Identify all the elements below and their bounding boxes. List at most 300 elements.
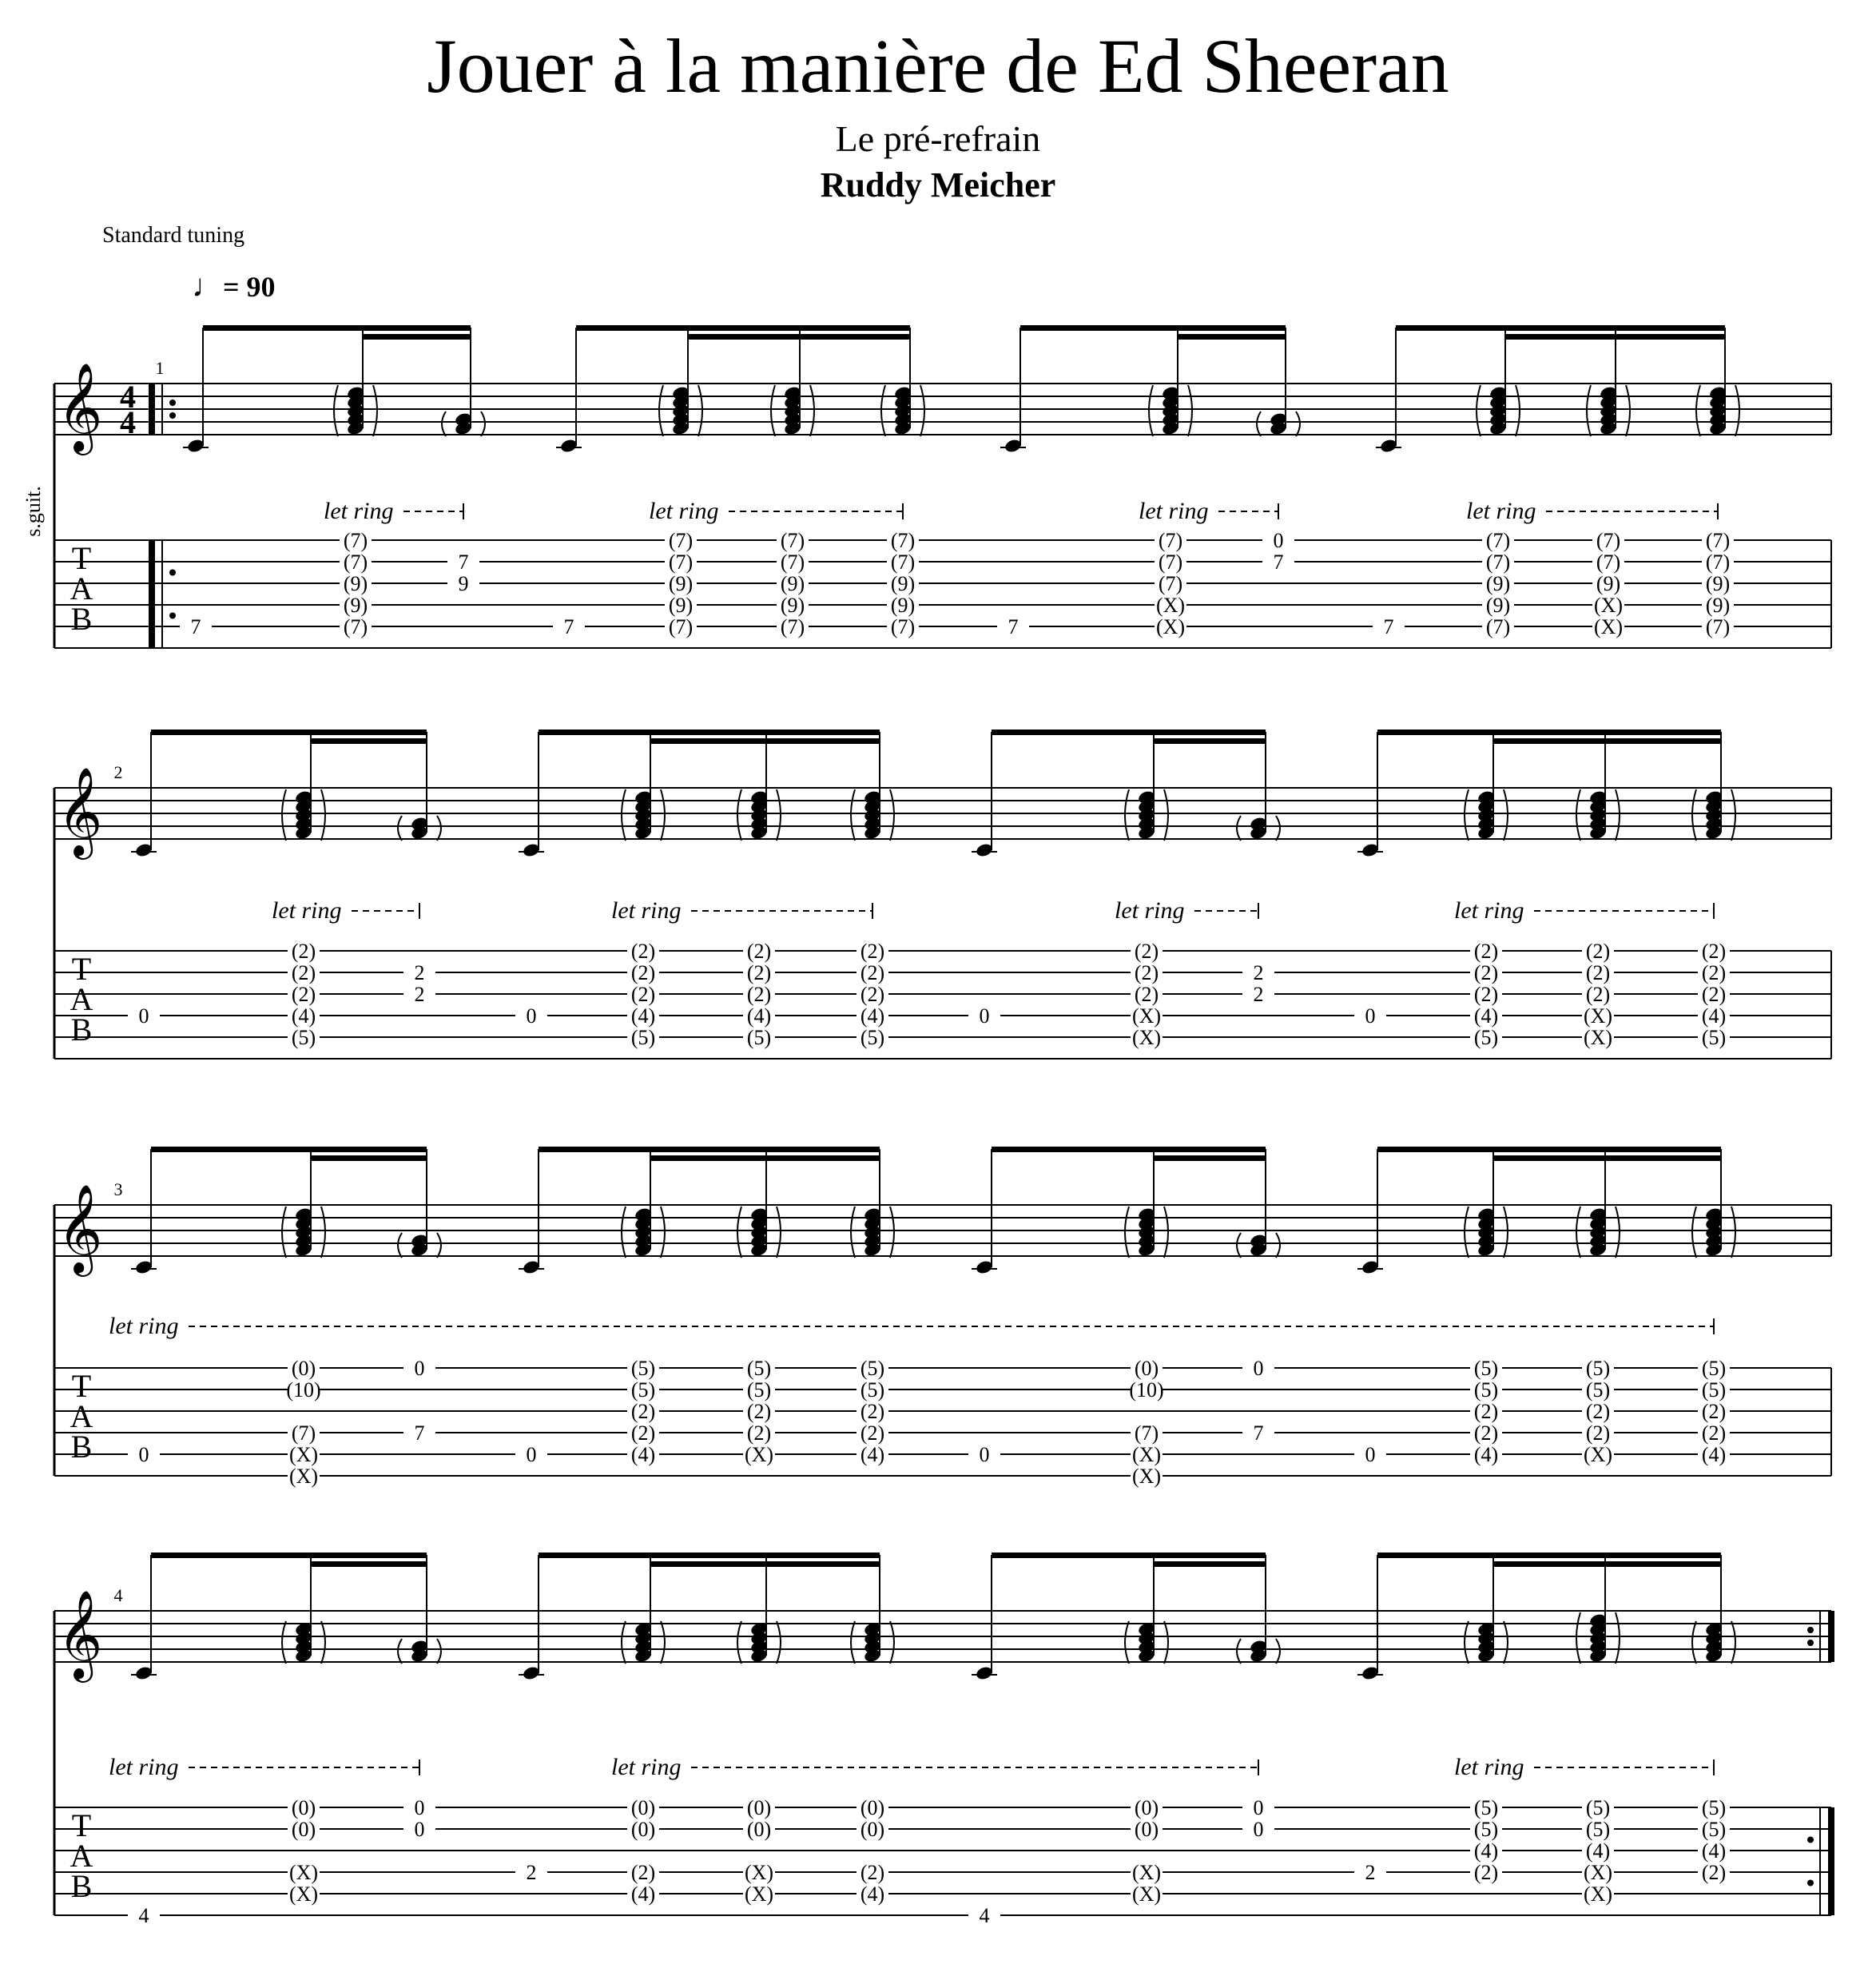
let-ring-label: let ring <box>1466 498 1536 524</box>
chord-bracket-left <box>1125 1621 1129 1664</box>
tab-fret-number: (9) <box>890 594 916 617</box>
tab-fret-number: (9) <box>668 572 694 595</box>
chord-bracket-left <box>1237 816 1241 841</box>
tab-fret-number: 0 <box>414 1796 425 1819</box>
tab-fret-number: (5) <box>1585 1357 1611 1380</box>
beam-secondary <box>311 738 427 744</box>
system-4 <box>54 1553 1831 1927</box>
beam-secondary <box>650 738 880 744</box>
tab-fret-number: (2) <box>746 1400 772 1423</box>
let-ring-label: let ring <box>109 1313 179 1339</box>
chord-bracket-left <box>622 1207 626 1258</box>
tab-fret-number: (9) <box>668 594 694 617</box>
tab-fret-number: (5) <box>1585 1796 1611 1819</box>
chord-bracket-left <box>398 1639 402 1664</box>
chord-bracket-right <box>1504 1207 1508 1258</box>
let-ring-label: let ring <box>109 1754 179 1780</box>
tab-fret-number: (2) <box>1585 961 1611 984</box>
chord-bracket-right <box>1276 1233 1280 1258</box>
chord-bracket-left <box>1465 789 1469 841</box>
tab-fret-number: (2) <box>1701 983 1727 1006</box>
tab-fret-number: (7) <box>1485 529 1511 552</box>
tab-fret-number: (2) <box>1134 940 1159 963</box>
tab-fret-number: (5) <box>291 1026 316 1049</box>
tab-fret-number: 0 <box>138 1004 149 1028</box>
chord-bracket-left <box>1257 411 1261 436</box>
repeat-dot <box>1807 1640 1814 1646</box>
tab-fret-number: (2) <box>291 940 316 963</box>
tab-fret-number: (5) <box>630 1357 656 1380</box>
tab-fret-number: (2) <box>1134 983 1159 1006</box>
tab-fret-number: (2) <box>860 940 885 963</box>
tab-fret-number: (0) <box>860 1796 885 1819</box>
repeat-dot <box>169 412 176 419</box>
tab-fret-number: (2) <box>1585 1400 1611 1423</box>
chord-bracket-left <box>1576 789 1580 841</box>
chord-bracket-right <box>1616 1612 1620 1664</box>
tab-fret-number: (0) <box>1134 1357 1159 1380</box>
tab-fret-number: (4) <box>630 1004 656 1028</box>
tab-fret-number: (7) <box>780 615 805 638</box>
tab-fret-number: (9) <box>343 572 368 595</box>
tuning-label: Standard tuning <box>102 223 245 248</box>
tab-fret-number: (9) <box>780 594 805 617</box>
chord-bracket-right <box>437 1639 441 1664</box>
tab-fret-number: (2) <box>1473 983 1499 1006</box>
tab-fret-number: (X) <box>744 1882 774 1906</box>
chord-bracket-left <box>851 789 855 841</box>
chord-bracket-left <box>282 1207 286 1258</box>
tab-fret-number: 7 <box>1253 1421 1264 1445</box>
tab-fret-number: (5) <box>1473 1378 1499 1401</box>
tab-fret-number: (2) <box>746 940 772 963</box>
beam <box>992 1553 1266 1558</box>
tab-fret-number: (X) <box>744 1443 774 1466</box>
beam-secondary <box>650 1155 880 1161</box>
quarter-note-icon: ♩ <box>192 268 224 304</box>
system-1 <box>22 325 1831 648</box>
tab-fret-number: (4) <box>1701 1839 1727 1863</box>
chord-bracket-right <box>777 789 781 841</box>
tab-fret-number: (4) <box>1585 1839 1611 1863</box>
tab-fret-number: 0 <box>526 1004 537 1028</box>
tab-fret-number: (X) <box>288 1882 319 1906</box>
chord-bracket-left <box>1125 1207 1129 1258</box>
tab-fret-number: 2 <box>414 983 425 1006</box>
chord-bracket-left <box>851 1207 855 1258</box>
beam <box>203 325 471 331</box>
treble-clef-icon: 𝄞 <box>57 769 103 854</box>
measure-number: 1 <box>155 358 165 378</box>
tab-fret-number: (5) <box>1701 1357 1727 1380</box>
beam-secondary <box>1493 1561 1721 1567</box>
let-ring-label: let ring <box>1454 1754 1524 1780</box>
tab-clef-letter: A <box>70 981 93 1017</box>
let-ring-label: let ring <box>324 498 394 524</box>
tab-fret-number: (7) <box>1134 1421 1159 1445</box>
tab-fret-number: (X) <box>1583 1443 1613 1466</box>
chord-bracket-left <box>1465 1621 1469 1664</box>
beam <box>539 730 880 735</box>
tab-clef-letter: T <box>71 1368 92 1404</box>
tab-fret-number: (5) <box>746 1378 772 1401</box>
tab-fret-number: (7) <box>343 529 368 552</box>
tab-clef-letter: B <box>70 601 93 637</box>
tab-fret-number: (9) <box>780 572 805 595</box>
tab-fret-number: (2) <box>1701 1400 1727 1423</box>
system-2 <box>54 730 1831 1059</box>
measure-number: 4 <box>113 1585 123 1605</box>
chord-bracket-right <box>321 789 325 841</box>
tab-fret-number: (7) <box>1596 551 1621 574</box>
tab-fret-number: (0) <box>1134 1796 1159 1819</box>
chord-bracket-left <box>1696 385 1700 436</box>
tab-clef-letter: B <box>70 1012 93 1048</box>
beam <box>992 1147 1266 1152</box>
chord-bracket-left <box>737 1621 741 1664</box>
beam <box>151 730 427 735</box>
chord-bracket-left <box>398 1233 402 1258</box>
chord-bracket-right <box>1164 1621 1168 1664</box>
chord-bracket-left <box>1237 1639 1241 1664</box>
tab-fret-number: 7 <box>1383 615 1394 638</box>
repeat-dot <box>1807 1627 1814 1633</box>
chord-bracket-left <box>282 1621 286 1664</box>
tab-fret-number: (10) <box>286 1378 321 1401</box>
tab-fret-number: 0 <box>1253 1796 1264 1819</box>
chord-bracket-right <box>1731 1621 1735 1664</box>
tab-fret-number: 0 <box>979 1004 990 1028</box>
tab-fret-number: (4) <box>630 1882 656 1906</box>
chord-bracket-right <box>321 1621 325 1664</box>
measure-number: 2 <box>113 762 123 782</box>
chord-bracket-right <box>698 385 702 436</box>
tab-fret-number: 0 <box>414 1818 425 1841</box>
beam <box>992 730 1266 735</box>
tab-clef-letter: B <box>70 1429 93 1465</box>
tab-fret-number: (0) <box>746 1818 772 1841</box>
chord-bracket-right <box>373 385 377 436</box>
chord-bracket-left <box>398 816 402 841</box>
tab-fret-number: (7) <box>668 551 694 574</box>
tab-fret-number: (X) <box>288 1465 319 1488</box>
chord-bracket-right <box>661 1207 665 1258</box>
let-ring-label: let ring <box>1115 897 1185 924</box>
tab-fret-number: (7) <box>890 551 916 574</box>
tab-fret-number: (7) <box>1596 529 1621 552</box>
tab-fret-number: (2) <box>1473 940 1499 963</box>
repeat-dot <box>169 613 176 619</box>
beam <box>1377 1147 1721 1152</box>
tab-fret-number: (7) <box>343 551 368 574</box>
tab-fret-number: (5) <box>860 1026 885 1049</box>
tab-fret-number: 0 <box>1273 529 1284 552</box>
composer-name: Ruddy Meicher <box>820 165 1056 205</box>
score-subtitle: Le pré-refrain <box>835 118 1041 159</box>
chord-bracket-left <box>1692 1621 1696 1664</box>
tab-fret-number: 7 <box>1273 551 1284 574</box>
tab-fret-number: (2) <box>1473 1861 1499 1884</box>
chord-bracket-right <box>1731 1207 1735 1258</box>
tab-fret-number: (X) <box>1131 1443 1162 1466</box>
tab-fret-number: (X) <box>288 1861 319 1884</box>
tab-fret-number: (10) <box>1129 1378 1164 1401</box>
beam-secondary <box>1154 1155 1266 1161</box>
tab-fret-number: (X) <box>1131 1465 1162 1488</box>
tab-fret-number: (7) <box>1158 529 1183 552</box>
repeat-dot <box>169 570 176 576</box>
tab-fret-number: (X) <box>1155 615 1186 638</box>
tab-fret-number: (7) <box>890 615 916 638</box>
tab-fret-number: (5) <box>860 1378 885 1401</box>
tab-fret-number: (2) <box>1585 983 1611 1006</box>
let-ring-label: let ring <box>611 897 682 924</box>
tab-fret-number: 0 <box>1365 1443 1376 1466</box>
chord-bracket-left <box>1149 385 1153 436</box>
tab-fret-number: (X) <box>1583 1882 1613 1906</box>
tab-fret-number: (0) <box>630 1818 656 1841</box>
tab-fret-number: (5) <box>630 1026 656 1049</box>
tab-fret-number: (4) <box>746 1004 772 1028</box>
tab-fret-number: (7) <box>668 529 694 552</box>
tab-fret-number: (2) <box>860 1400 885 1423</box>
tab-fret-number: (0) <box>1134 1818 1159 1841</box>
chord-bracket-right <box>1504 789 1508 841</box>
beam <box>539 1147 880 1152</box>
tab-fret-number: (4) <box>860 1882 885 1906</box>
tab-fret-number: 7 <box>563 615 574 638</box>
tab-fret-number: (2) <box>630 940 656 963</box>
chord-bracket-left <box>659 385 663 436</box>
chord-bracket-right <box>1164 1207 1168 1258</box>
beam-secondary <box>311 1561 427 1567</box>
tab-fret-number: 0 <box>1365 1004 1376 1028</box>
tab-fret-number: 0 <box>138 1443 149 1466</box>
tab-fret-number: (7) <box>291 1421 316 1445</box>
treble-clef-icon: 𝄞 <box>57 1592 103 1677</box>
tab-clef-letter: T <box>71 1807 92 1843</box>
tab-fret-number: (2) <box>630 983 656 1006</box>
tab-clef-letter: T <box>71 540 92 576</box>
beam-secondary <box>1493 1155 1721 1161</box>
system-3 <box>54 1147 1831 1488</box>
tab-fret-number: 9 <box>458 572 469 595</box>
tab-fret-number: (7) <box>780 529 805 552</box>
beam <box>1396 325 1725 331</box>
tab-clef-letter: A <box>70 1838 93 1874</box>
chord-bracket-right <box>661 1621 665 1664</box>
tab-fret-number: (2) <box>630 1861 656 1884</box>
chord-bracket-left <box>1576 1207 1580 1258</box>
chord-bracket-right <box>661 789 665 841</box>
tab-fret-number: (4) <box>860 1004 885 1028</box>
chord-bracket-right <box>810 385 814 436</box>
chord-bracket-right <box>777 1207 781 1258</box>
tab-fret-number: 2 <box>1253 961 1264 984</box>
tab-fret-number: (5) <box>1473 1026 1499 1049</box>
repeat-dot <box>1807 1837 1814 1843</box>
tab-fret-number: (4) <box>1701 1004 1727 1028</box>
chord-bracket-right <box>890 789 894 841</box>
tab-fret-number: (4) <box>630 1443 656 1466</box>
chord-bracket-left <box>1576 1612 1580 1664</box>
tab-fret-number: (5) <box>746 1357 772 1380</box>
measure-number: 3 <box>113 1179 123 1199</box>
tab-fret-number: 4 <box>138 1904 149 1927</box>
tab-fret-number: (5) <box>1701 1818 1727 1841</box>
tab-fret-number: (X) <box>1583 1004 1613 1028</box>
tab-fret-number: (5) <box>1701 1378 1727 1401</box>
instrument-label: s.guit. <box>22 486 45 537</box>
chord-bracket-left <box>771 385 775 436</box>
chord-bracket-left <box>1587 385 1591 436</box>
tab-fret-number: (7) <box>780 551 805 574</box>
chord-bracket-left <box>334 385 338 436</box>
tab-fret-number: (0) <box>291 1796 316 1819</box>
tab-fret-number: (2) <box>630 1421 656 1445</box>
tab-fret-number: (5) <box>860 1357 885 1380</box>
beam-secondary <box>1154 738 1266 744</box>
chord-bracket-right <box>1296 411 1300 436</box>
beam-secondary <box>1505 334 1725 340</box>
beam <box>1377 1553 1721 1558</box>
tab-fret-number: (4) <box>1473 1443 1499 1466</box>
chord-bracket-right <box>1276 816 1280 841</box>
treble-clef-icon: 𝄞 <box>57 1186 103 1271</box>
chord-bracket-left <box>1477 385 1481 436</box>
chord-bracket-right <box>437 1233 441 1258</box>
beam-secondary <box>363 334 471 340</box>
tab-fret-number: 0 <box>979 1443 990 1466</box>
beam-secondary <box>650 1561 880 1567</box>
beam <box>151 1147 427 1152</box>
tab-fret-number: (5) <box>1473 1818 1499 1841</box>
tab-fret-number: (4) <box>860 1443 885 1466</box>
tab-fret-number: (0) <box>630 1796 656 1819</box>
tempo-value: = 90 <box>223 271 276 303</box>
tab-fret-number: (X) <box>1593 615 1624 638</box>
chord-bracket-right <box>890 1207 894 1258</box>
chord-bracket-right <box>1626 385 1630 436</box>
tab-fret-number: 0 <box>414 1357 425 1380</box>
tab-fret-number: (2) <box>630 1400 656 1423</box>
tab-fret-number: (4) <box>1473 1839 1499 1863</box>
tab-fret-number: (9) <box>1485 594 1511 617</box>
tab-fret-number: (X) <box>1131 1882 1162 1906</box>
tab-fret-number: 2 <box>414 961 425 984</box>
chord-bracket-right <box>890 1621 894 1664</box>
repeat-dot <box>1807 1880 1814 1886</box>
chord-bracket-right <box>777 1621 781 1664</box>
tab-fret-number: (2) <box>1585 940 1611 963</box>
score-title: Jouer à la manière de Ed Sheeran <box>427 23 1449 109</box>
tab-fret-number: (7) <box>1705 551 1731 574</box>
let-ring-label: let ring <box>1454 897 1524 924</box>
tab-fret-number: (2) <box>860 961 885 984</box>
tab-fret-number: (2) <box>630 961 656 984</box>
chord-bracket-right <box>481 411 485 436</box>
chord-bracket-left <box>1125 789 1129 841</box>
tab-fret-number: 7 <box>1008 615 1019 638</box>
tab-fret-number: 2 <box>526 1861 537 1884</box>
chord-bracket-left <box>1692 789 1696 841</box>
chord-bracket-right <box>1516 385 1520 436</box>
tab-clef-letter: B <box>70 1868 93 1904</box>
beam <box>1020 325 1286 331</box>
chord-bracket-left <box>1692 1207 1696 1258</box>
tab-fret-number: 2 <box>1365 1861 1376 1884</box>
tab-clef-letter: A <box>70 571 93 606</box>
tab-fret-number: (9) <box>1485 572 1511 595</box>
tab-fret-number: (7) <box>890 529 916 552</box>
tab-fret-number: (2) <box>860 983 885 1006</box>
chord-bracket-left <box>622 1621 626 1664</box>
chord-bracket-right <box>1616 1207 1620 1258</box>
tab-fret-number: (5) <box>1473 1357 1499 1380</box>
tab-fret-number: (2) <box>1701 1421 1727 1445</box>
beam-secondary <box>688 334 910 340</box>
tab-fret-number: (X) <box>1583 1026 1613 1049</box>
treble-clef-icon: 𝄞 <box>57 364 103 450</box>
tab-fret-number: 7 <box>458 551 469 574</box>
tab-fret-number: (9) <box>890 572 916 595</box>
tab-fret-number: (7) <box>1485 615 1511 638</box>
tab-fret-number: (2) <box>1473 1400 1499 1423</box>
chord-bracket-right <box>1616 789 1620 841</box>
tab-fret-number: (X) <box>1131 1861 1162 1884</box>
tab-fret-number: (7) <box>1158 551 1183 574</box>
tab-fret-number: (2) <box>1134 961 1159 984</box>
tab-fret-number: (7) <box>1705 615 1731 638</box>
chord-bracket-right <box>1188 385 1192 436</box>
beam-secondary <box>1154 1561 1266 1567</box>
tab-fret-number: 2 <box>1253 983 1264 1006</box>
tab-fret-number: (4) <box>1701 1443 1727 1466</box>
repeat-dot <box>169 400 176 406</box>
chord-bracket-right <box>1504 1621 1508 1664</box>
chord-bracket-left <box>881 385 885 436</box>
chord-bracket-left <box>442 411 446 436</box>
tab-fret-number: (9) <box>1596 572 1621 595</box>
tab-fret-number: (9) <box>343 594 368 617</box>
tab-fret-number: 4 <box>979 1904 990 1927</box>
tab-fret-number: (0) <box>860 1818 885 1841</box>
tab-fret-number: (7) <box>1485 551 1511 574</box>
tab-clef-letter: A <box>70 1398 93 1434</box>
tab-fret-number: (5) <box>1585 1378 1611 1401</box>
beam <box>576 325 910 331</box>
chord-bracket-right <box>1276 1639 1280 1664</box>
let-ring-label: let ring <box>611 1754 682 1780</box>
tab-fret-number: (5) <box>1585 1818 1611 1841</box>
tab-fret-number: 7 <box>190 615 201 638</box>
let-ring-label: let ring <box>1139 498 1209 524</box>
tab-fret-number: (7) <box>668 615 694 638</box>
chord-bracket-left <box>1237 1233 1241 1258</box>
chord-bracket-right <box>1164 789 1168 841</box>
tab-clef-letter: T <box>71 951 92 987</box>
chord-bracket-right <box>920 385 924 436</box>
chord-bracket-left <box>737 789 741 841</box>
chord-bracket-right <box>1731 789 1735 841</box>
tab-fret-number: (2) <box>1585 1421 1611 1445</box>
tab-fret-number: (0) <box>746 1796 772 1819</box>
tab-fret-number: (X) <box>288 1443 319 1466</box>
chord-bracket-left <box>1465 1207 1469 1258</box>
tab-fret-number: (2) <box>1473 1421 1499 1445</box>
beam <box>539 1553 880 1558</box>
tab-fret-number: (5) <box>1701 1796 1727 1819</box>
